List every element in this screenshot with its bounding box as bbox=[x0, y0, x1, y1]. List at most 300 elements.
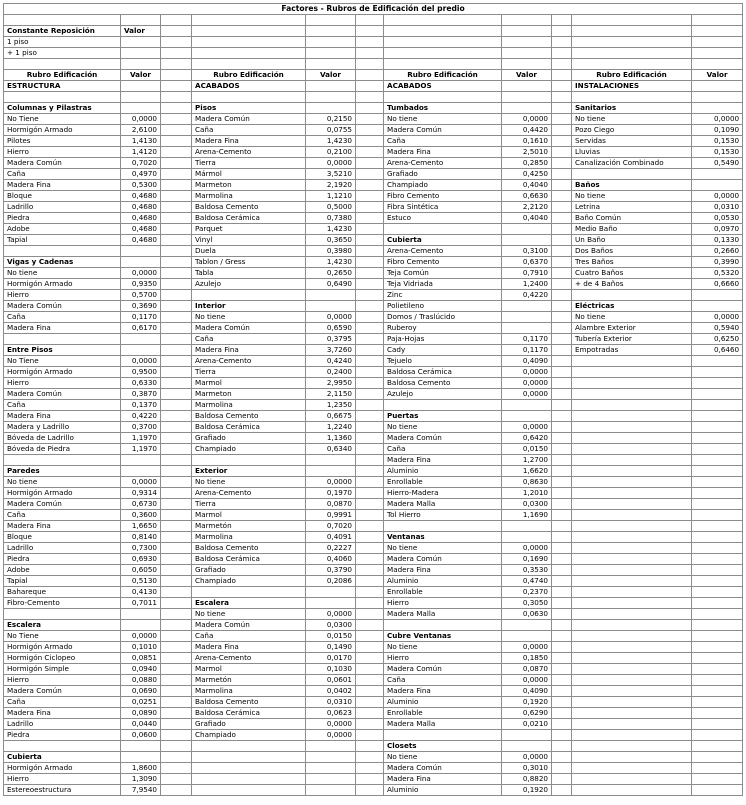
item-label: Paja-Hojas bbox=[384, 334, 502, 345]
column-header-label: Rubro Edificación bbox=[384, 70, 502, 81]
empty-cell bbox=[356, 180, 384, 191]
item-label bbox=[4, 92, 121, 103]
item-value: 1,3090 bbox=[121, 774, 161, 785]
empty-cell bbox=[161, 664, 192, 675]
item-value bbox=[306, 92, 356, 103]
empty-cell bbox=[552, 466, 572, 477]
empty-cell bbox=[161, 389, 192, 400]
item-label: Madera Malla bbox=[384, 499, 502, 510]
empty-cell bbox=[161, 774, 192, 785]
empty-cell bbox=[356, 37, 384, 48]
item-label: Estereoestructura bbox=[4, 785, 121, 796]
empty-cell bbox=[552, 334, 572, 345]
item-value: 0,0000 bbox=[121, 477, 161, 488]
empty-cell bbox=[552, 125, 572, 136]
item-value bbox=[502, 741, 552, 752]
item-value: 2,2120 bbox=[502, 202, 552, 213]
item-label: Madera Fina bbox=[4, 521, 121, 532]
empty-cell bbox=[692, 532, 743, 543]
item-value: 0,0890 bbox=[121, 708, 161, 719]
item-value: 1,2010 bbox=[502, 488, 552, 499]
item-label: Marmol bbox=[192, 378, 306, 389]
empty-cell bbox=[161, 587, 192, 598]
item-label: Baldosa Cerámica bbox=[192, 422, 306, 433]
item-value: 0,0880 bbox=[121, 675, 161, 686]
item-value: 0,2100 bbox=[306, 147, 356, 158]
table-row bbox=[4, 664, 743, 675]
item-label: Madera Común bbox=[4, 499, 121, 510]
empty-cell bbox=[552, 675, 572, 686]
empty-cell bbox=[161, 719, 192, 730]
table-row bbox=[4, 378, 743, 389]
item-label: Baldosa Cemento bbox=[192, 411, 306, 422]
empty-cell bbox=[161, 48, 192, 59]
empty-cell bbox=[161, 202, 192, 213]
empty-cell bbox=[4, 59, 121, 70]
item-value: 0,1330 bbox=[692, 235, 743, 246]
empty-cell bbox=[692, 455, 743, 466]
empty-cell bbox=[161, 411, 192, 422]
empty-cell bbox=[572, 763, 692, 774]
empty-cell bbox=[552, 411, 572, 422]
empty-cell bbox=[161, 422, 192, 433]
item-value: 0,4680 bbox=[121, 202, 161, 213]
item-label: Madera Fina bbox=[384, 147, 502, 158]
empty-cell bbox=[356, 444, 384, 455]
item-label: Caña bbox=[4, 400, 121, 411]
category-label: Eléctricas bbox=[572, 301, 692, 312]
item-label bbox=[572, 169, 692, 180]
item-value: 1,4230 bbox=[306, 257, 356, 268]
empty-cell bbox=[552, 301, 572, 312]
item-value: 0,1920 bbox=[502, 697, 552, 708]
empty-cell bbox=[572, 675, 692, 686]
item-label: Azulejo bbox=[384, 389, 502, 400]
item-label: Caña bbox=[4, 510, 121, 521]
empty-cell bbox=[306, 741, 356, 752]
category-label: Puertas bbox=[384, 411, 502, 422]
item-label: Madera Fina bbox=[192, 345, 306, 356]
empty-cell bbox=[161, 323, 192, 334]
category-label: Cubre Ventanas bbox=[384, 631, 502, 642]
empty-cell bbox=[306, 763, 356, 774]
item-label: Madera Común bbox=[192, 114, 306, 125]
column-header-label: Rubro Edificación bbox=[572, 70, 692, 81]
item-value: 0,0150 bbox=[306, 631, 356, 642]
item-value: 0,4220 bbox=[121, 411, 161, 422]
empty-cell bbox=[692, 587, 743, 598]
empty-cell bbox=[552, 455, 572, 466]
item-value: 1,2400 bbox=[502, 279, 552, 290]
empty-cell bbox=[356, 169, 384, 180]
item-label: Baldosa Cemento bbox=[384, 378, 502, 389]
empty-cell bbox=[552, 290, 572, 301]
item-value: 1,8600 bbox=[121, 763, 161, 774]
table-row bbox=[4, 400, 743, 411]
empty-cell bbox=[552, 543, 572, 554]
item-value: 0,0600 bbox=[121, 730, 161, 741]
item-label: Bloque bbox=[4, 532, 121, 543]
empty-cell bbox=[192, 774, 306, 785]
item-label bbox=[384, 521, 502, 532]
item-label: Enrollable bbox=[384, 477, 502, 488]
empty-cell bbox=[356, 708, 384, 719]
empty-cell bbox=[552, 719, 572, 730]
empty-cell bbox=[572, 367, 692, 378]
empty-cell bbox=[572, 455, 692, 466]
item-value: 0,2400 bbox=[306, 367, 356, 378]
item-label: Madera Común bbox=[384, 763, 502, 774]
empty-cell bbox=[161, 686, 192, 697]
item-label: Madera Común bbox=[384, 664, 502, 675]
empty-cell bbox=[356, 763, 384, 774]
category-label: Ventanas bbox=[384, 532, 502, 543]
empty-cell bbox=[356, 433, 384, 444]
item-label: No tiene bbox=[572, 191, 692, 202]
empty-cell bbox=[572, 653, 692, 664]
empty-cell bbox=[161, 136, 192, 147]
empty-cell bbox=[552, 400, 572, 411]
empty-cell bbox=[356, 785, 384, 796]
item-value: 0,0000 bbox=[502, 114, 552, 125]
category-label: Baños bbox=[572, 180, 692, 191]
empty-cell bbox=[552, 103, 572, 114]
item-value: 0,4250 bbox=[502, 169, 552, 180]
item-label bbox=[384, 400, 502, 411]
empty-cell bbox=[552, 180, 572, 191]
table-row bbox=[4, 609, 743, 620]
empty-cell bbox=[356, 620, 384, 631]
table-row bbox=[4, 598, 743, 609]
item-value: 0,0000 bbox=[306, 312, 356, 323]
item-value: 0,1010 bbox=[121, 642, 161, 653]
empty-cell bbox=[572, 686, 692, 697]
item-label: Arena-Cemento bbox=[192, 653, 306, 664]
item-value bbox=[502, 92, 552, 103]
item-value: 2,1920 bbox=[306, 180, 356, 191]
item-value bbox=[121, 752, 161, 763]
table-row bbox=[4, 675, 743, 686]
empty-cell bbox=[552, 169, 572, 180]
empty-cell bbox=[692, 686, 743, 697]
category-label: Vigas y Cadenas bbox=[4, 257, 121, 268]
empty-cell bbox=[161, 708, 192, 719]
empty-cell bbox=[552, 774, 572, 785]
item-value: 0,6370 bbox=[502, 257, 552, 268]
empty-cell bbox=[692, 15, 743, 26]
empty-cell bbox=[572, 488, 692, 499]
item-value: 0,6250 bbox=[692, 334, 743, 345]
table-row bbox=[4, 708, 743, 719]
empty-cell bbox=[356, 158, 384, 169]
item-label: Piedra bbox=[4, 213, 121, 224]
item-label: Cady bbox=[384, 345, 502, 356]
empty-cell bbox=[552, 92, 572, 103]
empty-cell bbox=[161, 367, 192, 378]
empty-cell bbox=[552, 70, 572, 81]
empty-cell bbox=[552, 191, 572, 202]
item-value: 2,9950 bbox=[306, 378, 356, 389]
item-label: Tapial bbox=[4, 235, 121, 246]
empty-cell bbox=[161, 378, 192, 389]
item-value: 0,0623 bbox=[306, 708, 356, 719]
item-label: Letrina bbox=[572, 202, 692, 213]
item-label bbox=[384, 620, 502, 631]
empty-cell bbox=[692, 37, 743, 48]
item-value: 0,4220 bbox=[502, 290, 552, 301]
category-label: Escalera bbox=[192, 598, 306, 609]
item-label: Alambre Exterior bbox=[572, 323, 692, 334]
item-value bbox=[502, 323, 552, 334]
item-value: 0,3100 bbox=[502, 246, 552, 257]
empty-cell bbox=[161, 114, 192, 125]
item-value bbox=[306, 598, 356, 609]
table-row bbox=[4, 202, 743, 213]
item-value: 0,1610 bbox=[502, 136, 552, 147]
empty-cell bbox=[161, 653, 192, 664]
item-label: Fibro Cemento bbox=[384, 257, 502, 268]
item-value: 0,0000 bbox=[306, 719, 356, 730]
item-value: 0,3990 bbox=[692, 257, 743, 268]
item-value: 0,0000 bbox=[306, 609, 356, 620]
empty-cell bbox=[356, 752, 384, 763]
table-row bbox=[4, 191, 743, 202]
item-label: Caña bbox=[192, 631, 306, 642]
item-value: 0,0630 bbox=[502, 609, 552, 620]
item-label: No tiene bbox=[572, 114, 692, 125]
item-value bbox=[502, 224, 552, 235]
empty-cell bbox=[572, 26, 692, 37]
item-value: 1,4230 bbox=[306, 136, 356, 147]
item-label: Bahareque bbox=[4, 587, 121, 598]
empty-cell bbox=[572, 785, 692, 796]
item-value bbox=[306, 103, 356, 114]
empty-cell bbox=[356, 290, 384, 301]
empty-cell bbox=[356, 477, 384, 488]
item-label: Madera Malla bbox=[384, 609, 502, 620]
empty-cell bbox=[692, 741, 743, 752]
item-label: Madera Fina bbox=[4, 708, 121, 719]
empty-cell bbox=[356, 488, 384, 499]
empty-cell bbox=[692, 466, 743, 477]
item-value: 0,0851 bbox=[121, 653, 161, 664]
item-value: 0,4420 bbox=[502, 125, 552, 136]
empty-cell bbox=[692, 543, 743, 554]
item-value: 0,3980 bbox=[306, 246, 356, 257]
category-label: Pisos bbox=[192, 103, 306, 114]
empty-cell bbox=[572, 510, 692, 521]
item-label: Hierro-Madera bbox=[384, 488, 502, 499]
empty-cell bbox=[572, 444, 692, 455]
empty-cell bbox=[572, 37, 692, 48]
item-value: 0,0000 bbox=[502, 389, 552, 400]
empty-cell bbox=[192, 763, 306, 774]
empty-cell bbox=[552, 444, 572, 455]
item-label: Bóveda de Ladrillo bbox=[4, 433, 121, 444]
empty-cell bbox=[384, 15, 502, 26]
item-label: Baldosa Cemento bbox=[192, 543, 306, 554]
item-value: 0,8630 bbox=[502, 477, 552, 488]
empty-cell bbox=[161, 290, 192, 301]
empty-cell bbox=[161, 279, 192, 290]
empty-cell bbox=[161, 675, 192, 686]
empty-cell bbox=[572, 620, 692, 631]
empty-cell bbox=[692, 433, 743, 444]
table-row bbox=[4, 356, 743, 367]
reposicion-label-header: Constante Reposición bbox=[4, 26, 121, 37]
empty-cell bbox=[552, 708, 572, 719]
empty-cell bbox=[692, 356, 743, 367]
empty-cell bbox=[161, 763, 192, 774]
reposicion-label: + 1 piso bbox=[4, 48, 121, 59]
item-value: 0,6490 bbox=[306, 279, 356, 290]
category-label: Exterior bbox=[192, 466, 306, 477]
empty-cell bbox=[161, 455, 192, 466]
empty-cell bbox=[552, 114, 572, 125]
empty-cell bbox=[552, 48, 572, 59]
empty-cell bbox=[692, 752, 743, 763]
item-label: Hormigón Simple bbox=[4, 664, 121, 675]
spacer-row bbox=[4, 59, 743, 70]
item-label: Ruberoy bbox=[384, 323, 502, 334]
empty-cell bbox=[356, 741, 384, 752]
empty-cell bbox=[161, 741, 192, 752]
table-row bbox=[4, 587, 743, 598]
empty-cell bbox=[572, 730, 692, 741]
item-label: Ladrillo bbox=[4, 202, 121, 213]
empty-cell bbox=[161, 81, 192, 92]
item-value: 7,9540 bbox=[121, 785, 161, 796]
item-label: Arena-Cemento bbox=[384, 246, 502, 257]
item-value: 0,0000 bbox=[121, 268, 161, 279]
empty-cell bbox=[192, 752, 306, 763]
table-row bbox=[4, 554, 743, 565]
empty-cell bbox=[572, 543, 692, 554]
item-value: 1,1970 bbox=[121, 444, 161, 455]
item-value: 2,5010 bbox=[502, 147, 552, 158]
empty-cell bbox=[161, 433, 192, 444]
item-value: 0,0000 bbox=[502, 675, 552, 686]
empty-cell bbox=[161, 466, 192, 477]
empty-cell bbox=[356, 125, 384, 136]
item-value: 0,5000 bbox=[306, 202, 356, 213]
empty-cell bbox=[356, 609, 384, 620]
item-value: 0,7300 bbox=[121, 543, 161, 554]
item-label: Arena-Cemento bbox=[192, 488, 306, 499]
empty-cell bbox=[356, 697, 384, 708]
reposicion-row bbox=[4, 37, 743, 48]
item-value bbox=[502, 411, 552, 422]
empty-cell bbox=[161, 631, 192, 642]
item-label: Madera Fina bbox=[384, 774, 502, 785]
empty-cell bbox=[161, 477, 192, 488]
item-label: Hierro bbox=[4, 378, 121, 389]
item-label: Tabla bbox=[192, 268, 306, 279]
group-heading: ESTRUCTURA bbox=[4, 81, 121, 92]
item-value: 2,1150 bbox=[306, 389, 356, 400]
reposicion-label: 1 piso bbox=[4, 37, 121, 48]
item-value bbox=[502, 235, 552, 246]
empty-cell bbox=[572, 477, 692, 488]
table-row bbox=[4, 279, 743, 290]
item-value: 0,0150 bbox=[502, 444, 552, 455]
item-label: Ladrillo bbox=[4, 543, 121, 554]
empty-cell bbox=[161, 785, 192, 796]
empty-cell bbox=[572, 48, 692, 59]
empty-cell bbox=[692, 609, 743, 620]
empty-cell bbox=[552, 499, 572, 510]
empty-cell bbox=[356, 70, 384, 81]
table-row bbox=[4, 389, 743, 400]
empty-cell bbox=[161, 598, 192, 609]
empty-cell bbox=[692, 708, 743, 719]
item-value: 0,6290 bbox=[502, 708, 552, 719]
table-body bbox=[4, 4, 743, 796]
item-label: Caña bbox=[4, 169, 121, 180]
item-label: Enrollable bbox=[384, 587, 502, 598]
item-label: Marmetón bbox=[192, 521, 306, 532]
item-value: 0,0440 bbox=[121, 719, 161, 730]
item-label: Piedra bbox=[4, 730, 121, 741]
table-row bbox=[4, 345, 743, 356]
table-row bbox=[4, 158, 743, 169]
item-label: Tol Hierro bbox=[384, 510, 502, 521]
empty-cell bbox=[692, 521, 743, 532]
empty-cell bbox=[306, 48, 356, 59]
empty-cell bbox=[161, 543, 192, 554]
empty-cell bbox=[356, 400, 384, 411]
empty-cell bbox=[692, 730, 743, 741]
item-label: No tiene bbox=[192, 477, 306, 488]
item-value: 0,7910 bbox=[502, 268, 552, 279]
empty-cell bbox=[552, 246, 572, 257]
item-value: 0,5940 bbox=[692, 323, 743, 334]
empty-cell bbox=[356, 268, 384, 279]
item-value bbox=[121, 257, 161, 268]
item-value: 0,3650 bbox=[306, 235, 356, 246]
item-value bbox=[306, 301, 356, 312]
empty-cell bbox=[552, 785, 572, 796]
item-label: Marmeton bbox=[192, 389, 306, 400]
empty-cell bbox=[552, 345, 572, 356]
empty-cell bbox=[572, 59, 692, 70]
item-value bbox=[121, 466, 161, 477]
empty-cell bbox=[692, 554, 743, 565]
item-value: 0,8820 bbox=[502, 774, 552, 785]
table-row bbox=[4, 576, 743, 587]
empty-cell bbox=[692, 367, 743, 378]
item-label: Fibro Cemento bbox=[384, 191, 502, 202]
item-value bbox=[306, 587, 356, 598]
item-label: Madera Común bbox=[192, 620, 306, 631]
table-row bbox=[4, 741, 743, 752]
empty-cell bbox=[356, 719, 384, 730]
item-label: Hierro bbox=[384, 653, 502, 664]
item-label: Dos Baños bbox=[572, 246, 692, 257]
empty-cell bbox=[572, 752, 692, 763]
empty-cell bbox=[692, 400, 743, 411]
item-label: Vinyl bbox=[192, 235, 306, 246]
empty-cell bbox=[306, 59, 356, 70]
empty-cell bbox=[552, 521, 572, 532]
item-label: Bloque bbox=[4, 191, 121, 202]
item-value bbox=[692, 290, 743, 301]
table-row bbox=[4, 213, 743, 224]
empty-cell bbox=[552, 730, 572, 741]
item-value bbox=[692, 180, 743, 191]
item-value: 0,6730 bbox=[121, 499, 161, 510]
item-value: 0,1170 bbox=[502, 334, 552, 345]
